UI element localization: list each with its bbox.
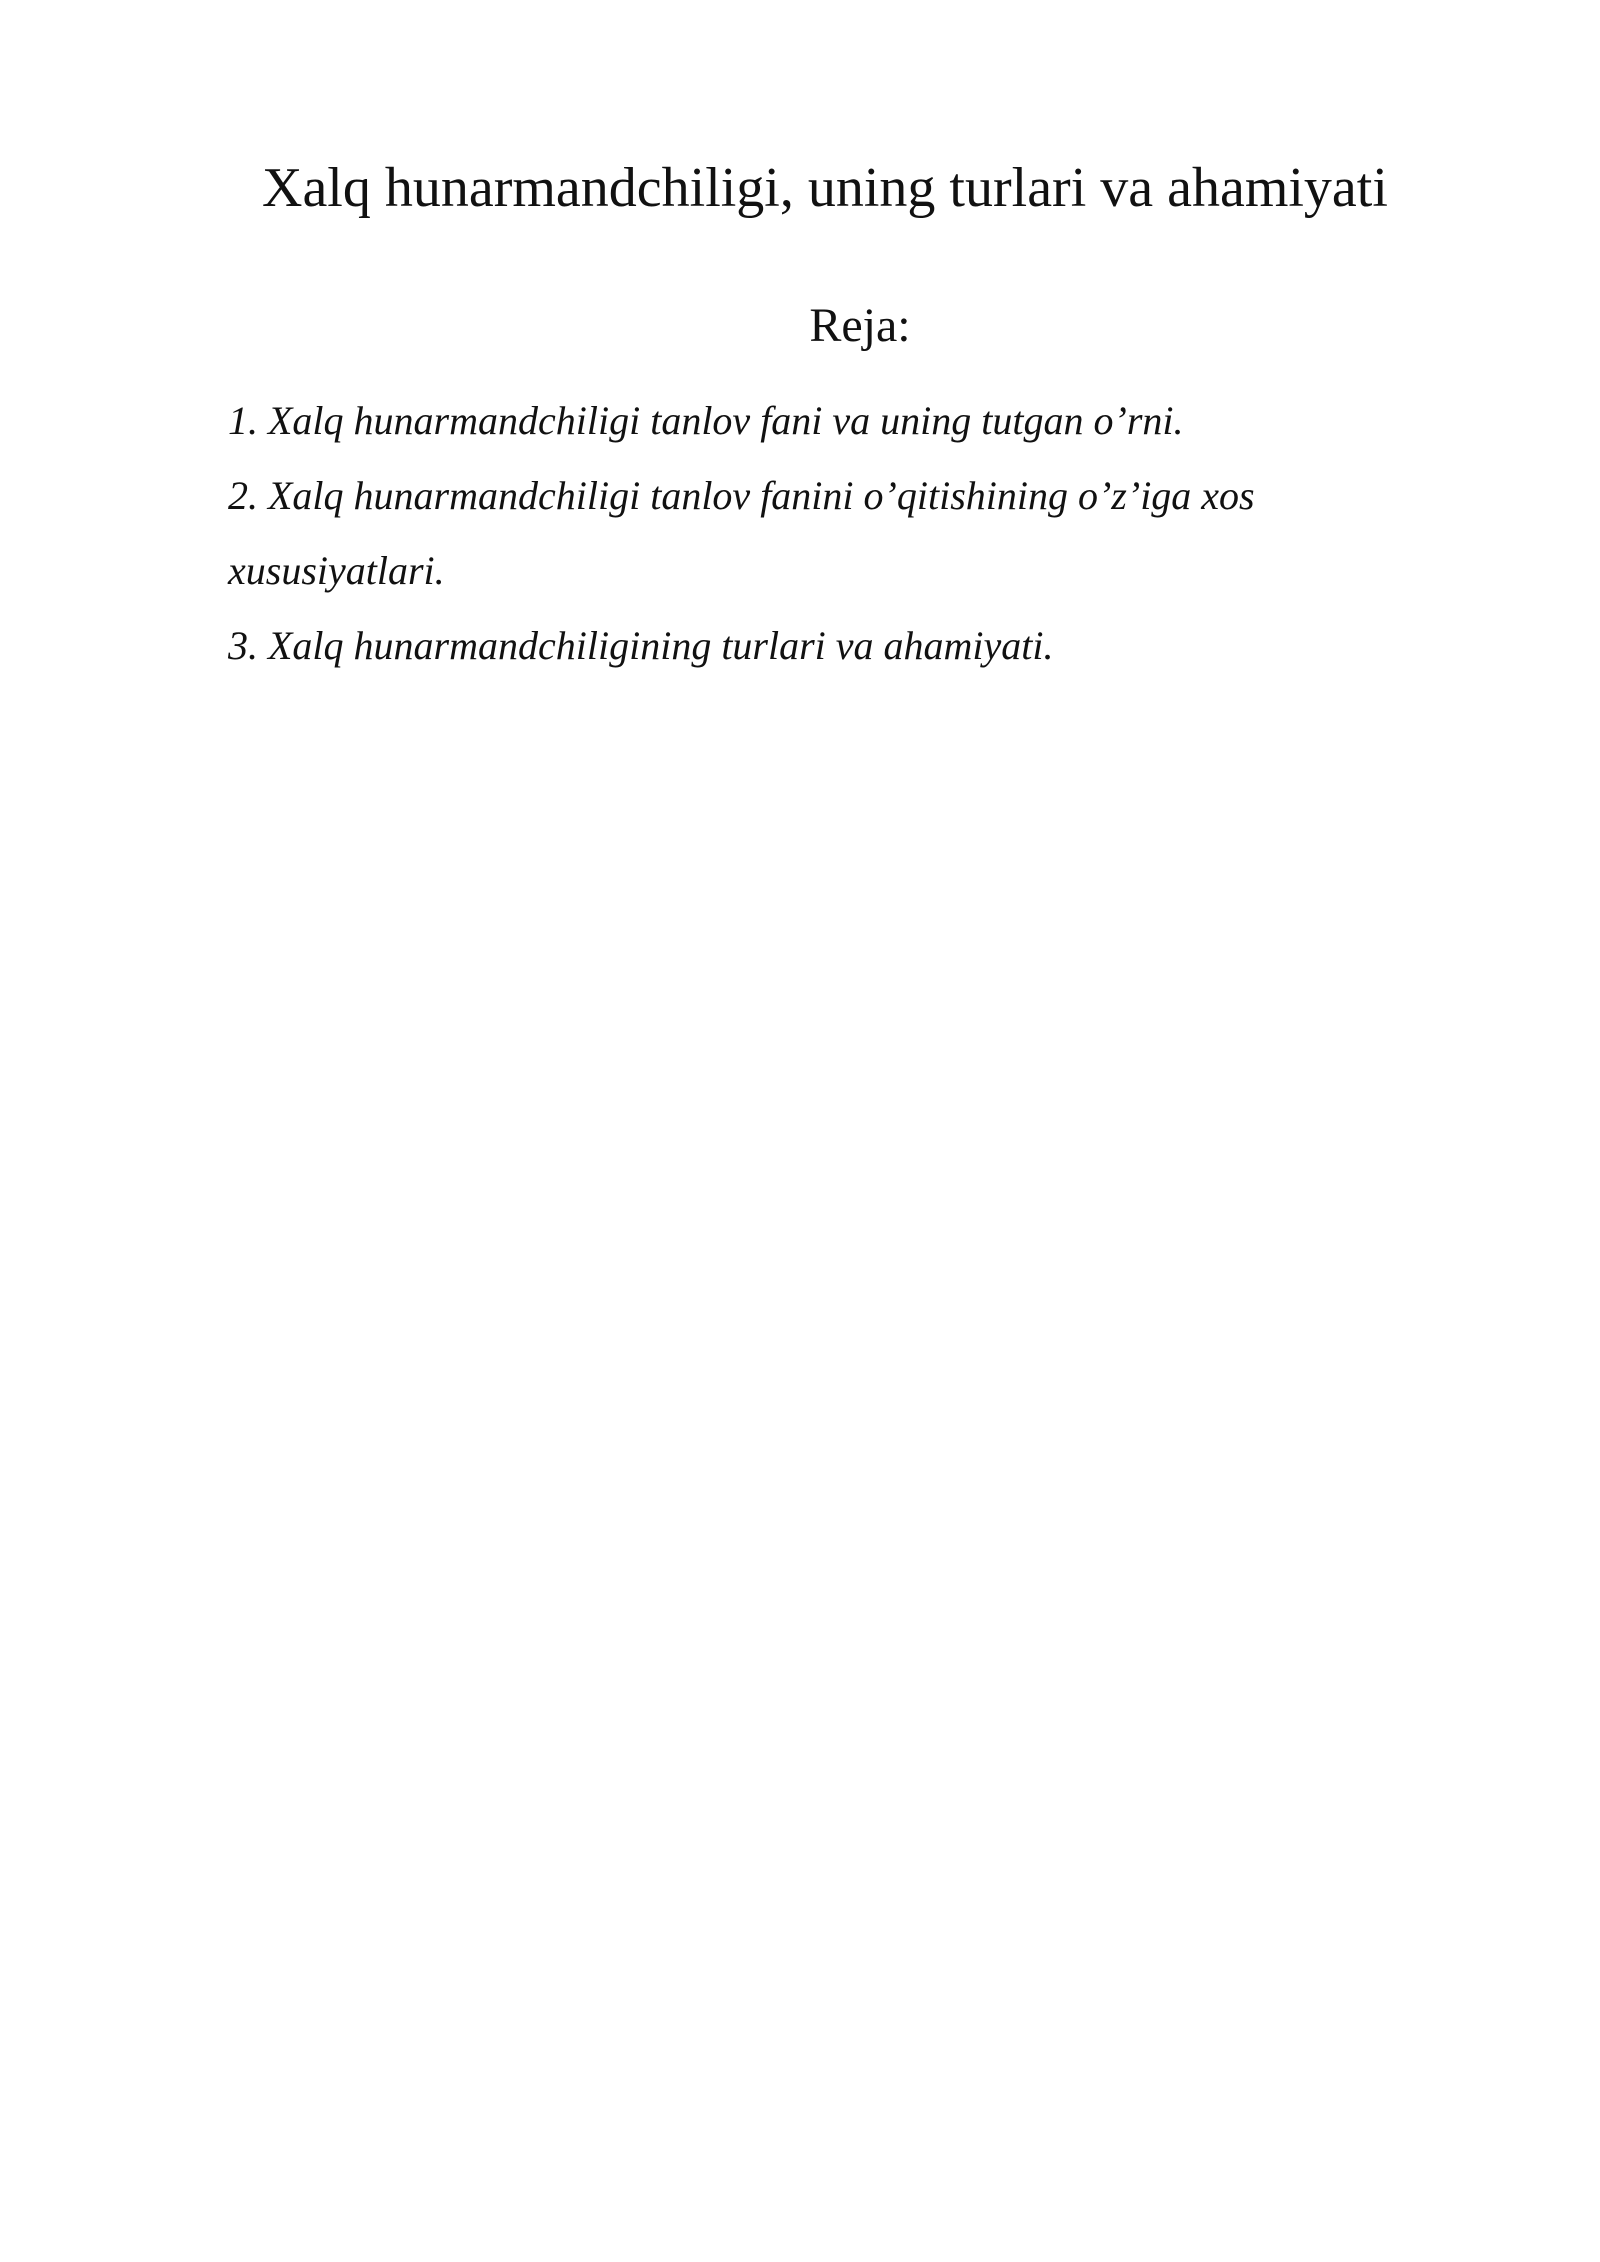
plan-item-2 — [228, 458, 1428, 608]
plan-list — [228, 383, 1428, 683]
document-title: Xalq hunarmandchiligi, uning turlari va ahamiyati — [262, 157, 1388, 219]
plan-heading: Reja: — [809, 299, 911, 352]
plan-item-2-text: 2. Xalq hunarmandchiligi tanlov fanini o’qitishining o’z’iga xos xususiyatlari. — [228, 473, 1255, 593]
plan-item-1: 1. Xalq hunarmandchiligi tanlov fani va uning tutgan o’rni. — [228, 398, 1184, 443]
plan-item-3: 3. Xalq hunarmandchiligining turlari va ahamiyati. — [228, 623, 1054, 668]
